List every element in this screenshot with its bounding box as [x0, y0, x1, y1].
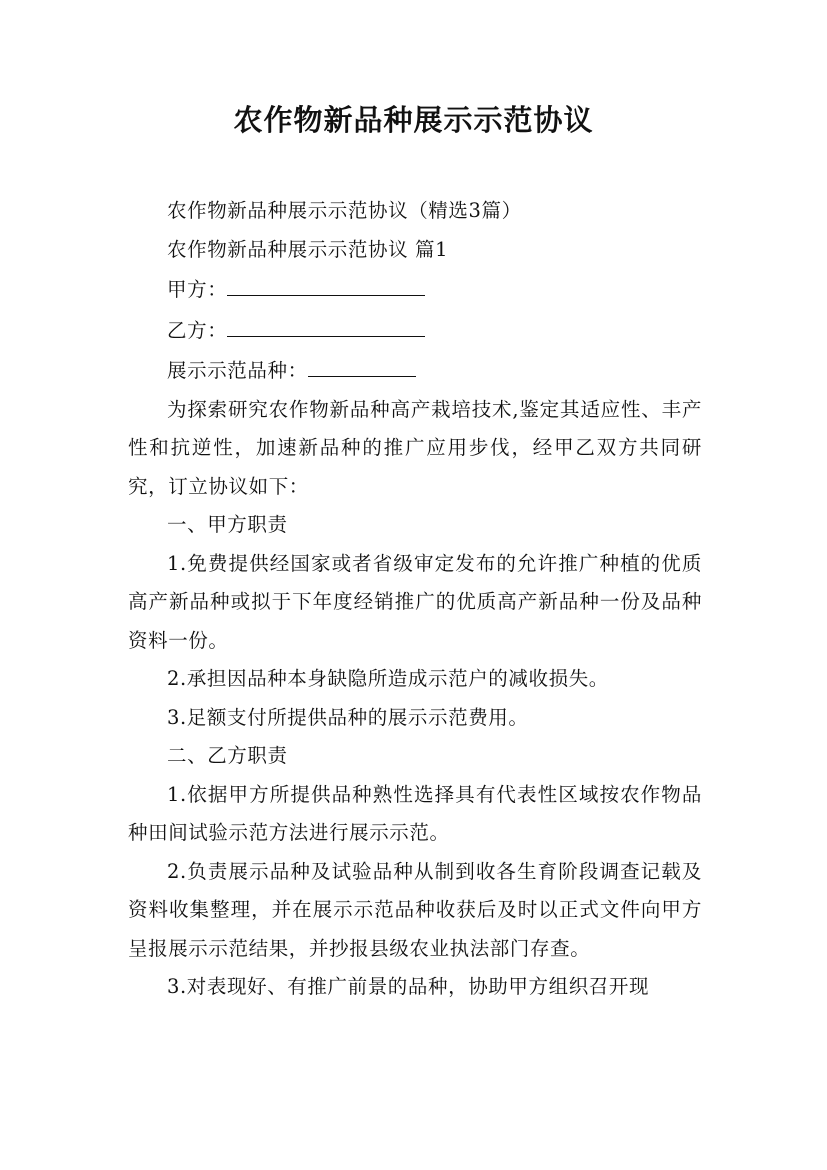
party-b-label: 乙方：: [167, 318, 228, 342]
section1-item: 3.足额支付所提供品种的展示示范费用。: [167, 705, 529, 729]
party-a-label: 甲方：: [167, 278, 228, 301]
section2-item: 2.负责展示品种及试验品种从制到收各生育阶段调查记载及资料收集整理，并在展示示范品种收获后及时以正式文件向甲方呈报展示示范结果，并抄报县级农业执法部门存查。: [128, 859, 702, 960]
section1-item: 1.免费提供经国家或者省级审定发布的允许推广种植的优质高产新品种或拟于下年度经销推广的优质高产新品种一份及品种资料一份。: [128, 551, 702, 652]
section-heading: 农作物新品种展示示范协议 篇1: [167, 237, 449, 261]
variety-label: 展示示范品种：: [167, 359, 308, 382]
document-subtitle: 农作物新品种展示示范协议（精选3篇）: [167, 199, 522, 222]
document-body: [128, 192, 702, 1007]
section2-title: 二、乙方职责: [167, 744, 288, 767]
section2-item: 3.对表现好、有推广前景的品种，协助甲方组织召开现: [167, 975, 650, 998]
party-a-blank: [227, 269, 425, 296]
party-b-blank: [227, 310, 425, 337]
section1-item: 2.承担因品种本身缺隐所造成示范户的减收损失。: [167, 667, 609, 690]
variety-line: [128, 350, 702, 391]
party-b-line: [128, 310, 702, 351]
party-a-line: [128, 269, 702, 310]
section2-item: 1.依据甲方所提供品种熟性选择具有代表性区域按农作物品种田间试验示范方法进行展示示范。: [128, 782, 702, 844]
intro-paragraph: 为探索研究农作物新品种高产栽培技术,鉴定其适应性、丰产性和抗逆性，加速新品种的推广应用步伐，经甲乙双方共同研究，订立协议如下：: [128, 397, 702, 498]
section1-title: 一、甲方职责: [167, 513, 288, 536]
variety-blank: [308, 350, 416, 377]
document-title: 农作物新品种展示示范协议: [233, 103, 594, 137]
